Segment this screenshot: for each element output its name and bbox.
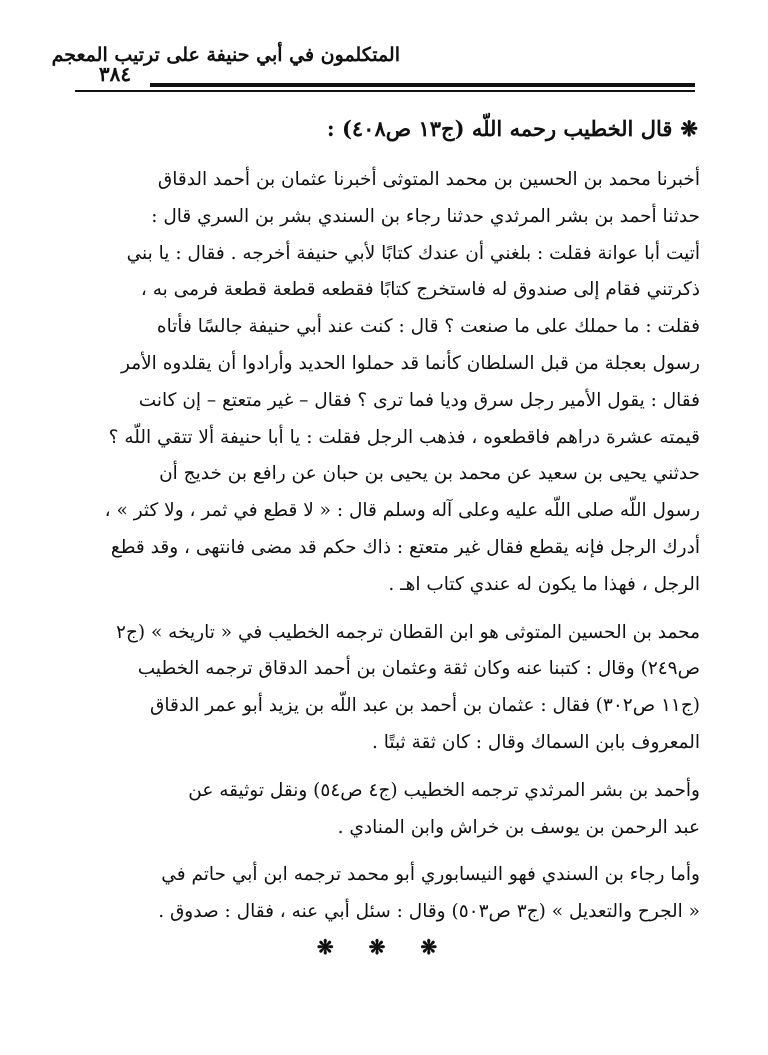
page-number: ٣٨٤ [98,62,132,86]
text-line: المعروف بابن السماك وقال : كان ثقة ثبتًا . [371,731,700,753]
text-line: ذكرتني فقام إلى صندوق له فاستخرج كتابًا فقطعه قطعة قطعة فرمى به ، [140,279,700,301]
section-heading-text: قال الخطيب رحمه اللّه (ج١٣ ص٤٠٨) : [326,116,673,141]
text-line: الرجل ، فهذا ما يكون له عندي كتاب اهـ . [388,573,700,595]
text-line: محمد بن الحسين المتوثى هو ابن القطان ترجمه الخطيب في « تاريخه » (ج٢ [116,621,700,643]
section-end-stars: ❋ ❋ ❋ [316,935,452,959]
text-line: قيمته عشرة دراهم فاقطعوه ، فذهب الرجل فقلت : يا أبا حنيفة ألا تتقي اللّه ؟ [108,426,700,448]
text-line: فقال : يقول الأمير رجل سرق وديا فما ترى ؟ فقال – غير متعتع – إن كانت [138,389,700,411]
text-line: أدرك الرجل فإنه يقطع فقال غير متعتع : ذاك حكم قد مضى فانتهى ، وقد قطع [110,536,700,558]
header-rule-thin [75,90,695,92]
paragraph [72,615,700,762]
text-line: ص٢٤٩) وقال : كتبنا عنه وكان ثقة وعثمان بن أحمد الدقاق ترجمه الخطيب [137,658,700,680]
text-line: وأحمد بن بشر المرثدي ترجمه الخطيب (ج٤ ص٥٤) ونقل توثيقه عن [188,779,700,801]
paragraph [72,162,700,604]
asterisk-star-icon: ❋ [680,116,698,141]
paragraph [72,857,700,931]
text-line: رسول اللّه صلى اللّه عليه وعلى آله وسلم قال : « لا قطع في ثمر ، ولا كثر » ، [104,500,700,522]
running-title: المتكلمون في أبي حنيفة على ترتيب المعجم [51,44,400,66]
text-line: حدثني يحيى بن سعيد عن محمد بن يحيى بن حبان عن رافع بن خديج أن [159,463,700,485]
text-line: رسول بعجلة من قبل السلطان كأنما قد حملوا الحديد وأرادوا أن يقلدوه الأمر [121,352,700,374]
header-rule-thick [150,83,695,87]
section-heading [138,116,698,141]
body-text [72,162,700,931]
text-line: وأما رجاء بن السندي فهو النيسابوري أبو محمد ترجمه ابن أبي حاتم في [161,864,700,886]
text-line: عبد الرحمن بن يوسف بن خراش وابن المنادي . [337,816,700,838]
paragraph [72,773,700,847]
text-line: فقلت : ما حملك على ما صنعت ؟ قال : كنت عند أبي حنيفة جالسًا فأتاه [156,316,700,338]
text-line: « الجرح والتعديل » (ج٣ ص٥٠٣) وقال : سئل أبي عنه ، فقال : صدوق . [158,901,700,923]
text-line: أخبرنا محمد بن الحسين بن محمد المتوثى أخبرنا عثمان بن أحمد الدقاق [157,169,700,190]
text-line: حدثنا أحمد بن بشر المرثدي حدثنا رجاء بن السندي بشر بن السري قال : [151,205,700,227]
text-line: (ج١١ ص٣٠٢) فقال : عثمان بن أحمد بن عبد اللّه بن يزيد أبو عمر الدقاق [150,695,700,717]
text-line: أتيت أبا عوانة فقلت : بلغني أن عندك كتابًا لأبي حنيفة أخرجه . فقال : يا بني [126,242,700,264]
